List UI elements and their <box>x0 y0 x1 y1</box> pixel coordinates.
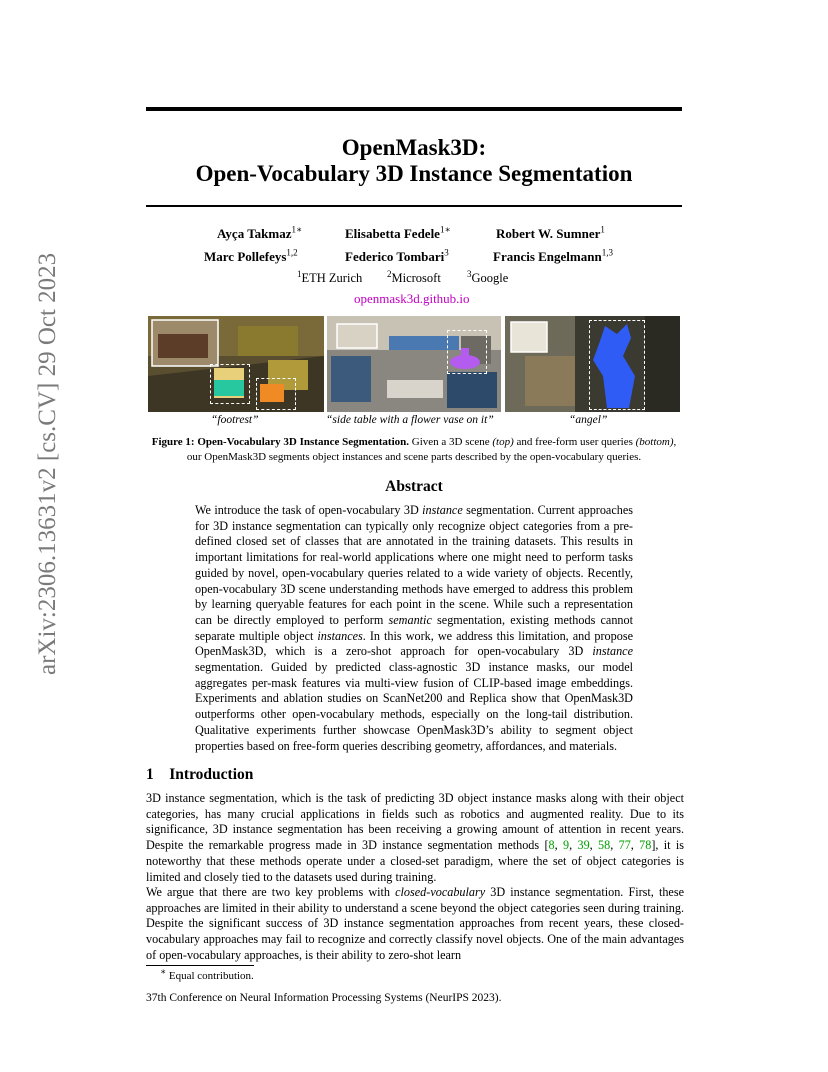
citation-link[interactable]: 78 <box>639 838 652 853</box>
abstract-text: We introduce the task of open-vocabulary 3D instance segmentation. Current approaches for 3D instance segmentation can typically only recognize object categories from a pre-defined closed set of classes that are annotated in the training datasets. This results in important limitations for real-world applications where one might need to perform tasks guided by novel, open-vocabulary queries related to a wide variety of objects. Recently, open-vocabulary 3D scene understanding methods have emerged to address this problem by learning queryable features for each point in the scene. While such a representation can be directly employed to perform semantic segmentation, existing methods cannot separate multiple object instances. In this work, we address this limitation, and propose OpenMask3D, which is a zero-shot approach for open-vocabulary 3D instance segmentation. Guided by predicted class-agnostic 3D instance masks, our model aggregates per-mask features via multi-view fusion of CLIP-based image embeddings. Experiments and ablation studies on ScanNet200 and Replica show that OpenMask3D outperforms other open-vocabulary methods, especially on the long-tail distribution. Qualitative experiments further showcase OpenMask3D’s ability to segment object properties based on free-form queries describing geometry, affordances, and materials. <box>195 503 634 753</box>
citation-link[interactable]: 58 <box>598 838 611 853</box>
author: Francis Engelmann$^{1,3}$ <box>493 247 613 264</box>
dashed-box <box>589 320 645 410</box>
figure-caption: Figure 1: Open-Vocabulary 3D Instance Segmentation. Given a 3D scene (top) and free-form user queries (bottom), our OpenMask3D segments object instances and scene parts described by the open-vocabulary queries. <box>151 436 677 463</box>
figure-panel-angel <box>505 316 680 412</box>
dashed-box <box>256 378 296 410</box>
intro-paragraph-1: 3D instance segmentation, which is the task of predicting 3D object instance masks along with their object categories, has many crucial applications in fields such as robotics and augmented reality. Due to its significance, 3D instance segmentation has been receiving a growing amount of attention in recent years. Despite the remarkable progress made in 3D instance segmentation methods [8, 9, 39, 58, 77, 78], it is noteworthy that these methods operate under a closed-set paradigm, where the set of object categories is limited and closely tied to the datasets used during training. <box>146 791 685 884</box>
section-heading-introduction: 1 Introduction <box>146 766 254 783</box>
arxiv-stamp: arXiv:2306.13631v2 [cs.CV] 29 Oct 2023 <box>34 252 61 675</box>
citation-link[interactable]: 8 <box>548 838 555 853</box>
venue-note: 37th Conference on Neural Information Processing Systems (NeurIPS 2023). <box>146 992 502 1004</box>
query-caption-angel: “angel” <box>569 414 608 426</box>
author: Marc Pollefeys$^{1,2}$ <box>204 247 298 264</box>
figure-panel-side-table <box>327 316 501 412</box>
project-url-link[interactable]: openmask3d.github.io <box>354 291 470 306</box>
author: Federico Tombari$^3$ <box>345 247 449 264</box>
abstract-heading: Abstract <box>385 478 443 495</box>
query-caption-side-table: “side table with a flower vase on it” <box>326 414 494 426</box>
affiliation: $^3$Google <box>467 268 509 285</box>
dashed-box <box>447 330 487 374</box>
footnote: ∗ Equal contribution. <box>160 966 254 982</box>
figure-panel-footrest <box>148 316 324 412</box>
author: Robert W. Sumner$^1$ <box>496 224 605 241</box>
intro-paragraph-2: We argue that there are two key problems with closed-vocabulary 3D instance segmentation. First, these approaches are limited in their ability to understand a scene beyond the object categories seen during training. Despite the significant success of 3D instance segmentation approaches from recent years, these closed-vocabulary approaches may fail to recognize and correctly classify novel objects. One of the main advantages of open-vocabulary approaches, is their ability to zero-shot learn <box>146 885 684 962</box>
affiliation: $^2$Microsoft <box>387 268 441 285</box>
affiliation: $^1$ETH Zurich <box>297 268 363 285</box>
query-caption-footrest: “footrest” <box>211 414 259 426</box>
paper-title-line2: Open-Vocabulary 3D Instance Segmentation <box>195 161 633 186</box>
citation-link[interactable]: 39 <box>577 838 590 853</box>
title-bottom-rule <box>146 205 682 207</box>
paper-title-line1: OpenMask3D: <box>341 135 487 160</box>
citation-link[interactable]: 77 <box>618 838 631 853</box>
author: Ayça Takmaz$^{1∗}$ <box>217 224 303 241</box>
author: Elisabetta Fedele$^{1∗}$ <box>345 224 451 241</box>
dashed-box <box>210 364 250 404</box>
citation-link[interactable]: 9 <box>563 838 570 853</box>
title-top-rule <box>146 107 682 111</box>
